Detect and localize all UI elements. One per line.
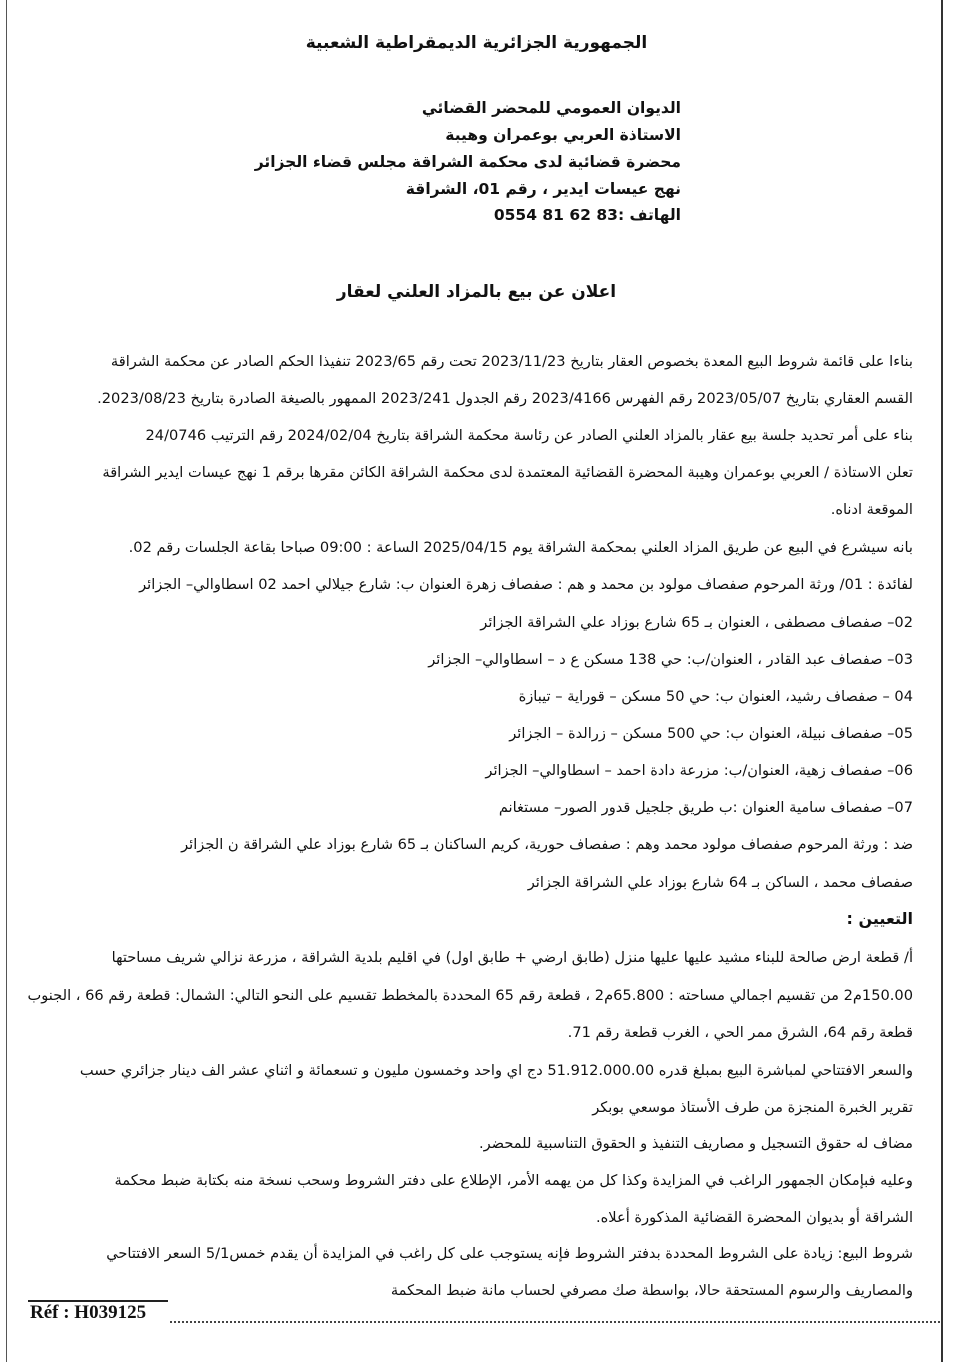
- bottom-divider: [170, 1321, 940, 1323]
- reference-number: Réf : H039125: [30, 1302, 147, 1323]
- designation-line: قطعة رقم 64، الشرق ممر الحي ، الغرب قطعة رقم 71.: [567, 1024, 913, 1041]
- paragraph-line: القسم العقاري بتاريخ 2023/05/07 رقم الفهرس 2023/4166 رقم الجدول 2023/241 الممهور بالصيغة الصادرة بتاريخ 2023/08/23.: [97, 390, 913, 407]
- paragraph-line: تعلن الاستاذة / العربي بوعمران وهيبة المحضرة القضائية المعتمدة لدى محكمة الشراقة الكائن مقرها برقم 1 نهج عيسات ايدير الشراقة: [102, 464, 913, 481]
- notice-title: اعلان عن بيع بالمزاد العلني لعقار: [336, 282, 617, 302]
- beneficiary-line: 02– صفصاف مصطفى ، العنوان بـ 65 شارع بوزاد علي الشراقة الجزائر: [480, 614, 913, 631]
- defendant-line: ضد : ورثة المرحوم صفصاف مولود محمد وهم : صفصاف حورية، كريم الساكنان بـ 65 شارع بوزاد علي الشراقة ن الجزائر: [181, 836, 913, 853]
- paragraph-line: الموقعة ادناه.: [830, 501, 913, 518]
- paragraph-line: بناء على أمر تحديد جلسة بيع عقار بالمزاد العلني الصادر عن رئاسة محكمة الشراقة بتاريخ 2024/02/04 رقم الترتيب 24/0746: [145, 427, 913, 444]
- designation-heading: التعيين :: [846, 909, 913, 928]
- paragraph-line: بناءا على قائمة شروط البيع المعدة بخصوص العقار بتاريخ 2023/11/23 تحت رقم 2023/65 تنفيذا الحكم الصادر عن محكمة الشراقة: [110, 353, 913, 370]
- office-address: نهج عيسات ايدير ، رقم 01، الشراقة: [405, 180, 681, 198]
- designation-line: والسعر الافتتاحي لمباشرة البيع بمبلغ قدره 51.912.000.00 دج اي واحد وخمسون مليون و تسعمائة و اثناي عشر الف دينار جزائري حسب: [79, 1062, 913, 1079]
- beneficiary-line: لفائدة : 01/ ورثة المرحوم صفصاف مولود بن محمد و هم : صفصاف زهرة العنوان ب: شارع جيلالي احمد 02 اسطاوالي– الجزائر: [139, 576, 913, 593]
- court-name: محضرة قضائية لدى محكمة الشراقة مجلس قضاء الجزائر: [254, 153, 681, 171]
- paragraph-line: بانه سيشرع في البيع عن طريق المزاد العلني بمحكمة الشراقة يوم 2025/04/15 الساعة : 09:00 صباحا بقاعة الجلسات رقم 02.: [128, 539, 913, 556]
- office-phone: الهاتف :83 62 81 0554: [493, 206, 681, 224]
- designation-line: مضاف له حقوق التسجيل و مصاريف التنفيذ و الحقوق التناسبية للمحضر.: [478, 1135, 913, 1152]
- page-edge-left: [6, 0, 7, 1362]
- sale-conditions-line: والمصاريف والرسوم المستحقة حالا، بواسطة صك مصرفي لحساب مانة ضبط المحكمة: [390, 1282, 913, 1299]
- designation-line: تقرير الخبرة المنجزة من طرف الأستاذ موسعي بوبكر: [592, 1099, 913, 1116]
- defendant-line: صفصاف محمد ، الساكن بـ 64 شارع بوزاد علي الشراقة الجزائر: [527, 874, 913, 891]
- designation-line: الشراقة أو بديوان المحضرة القضائية المذكورة أعلاه.: [596, 1209, 913, 1226]
- beneficiary-line: 06– صفصاف زهية، العنوان/ب: مزرعة دادة احمد – اسطاوالي– الجزائر: [485, 762, 913, 779]
- beneficiary-line: 07– صفصاف سامية العنوان :ب طريق جلجيل قدور الصور– مستغانم: [498, 799, 913, 816]
- designation-line: 150.00م2 من تقسيم اجمالي مساحته : 65.800م2 ، قطعة رقم 65 المحددة بالمخطط تقسيم على النحو التالي: الشمال: قطعة رقم 66 ، الجنوب: [27, 987, 913, 1004]
- beneficiary-line: 03– صفصاف عبد القادر ، العنوان/ب: حي 138 مسكن ع د – اسطاوالي– الجزائر: [428, 651, 913, 668]
- republic-title: الجمهورية الجزائرية الديمقراطية الشعبية: [305, 33, 648, 53]
- designation-line: أ/ قطعة ارض صالحة للبناء مشيد عليها عليها منزل (طابق ارضي + طابق اول) في اقليم بلدية الشراقة ، مزرعة نزالي شريف مساحتها: [111, 949, 913, 966]
- designation-line: وعليه فبإمكان الجمهور الراغب في المزايدة وكذا كل من يهمه الأمر، الإطلاع على دفتر الشروط وسحب نسخة منه بكتابة ضبط محكمة: [114, 1172, 913, 1189]
- bailiff-name: الاستاذة العربي بوعمران وهيبة: [445, 126, 681, 144]
- page-edge-right: [941, 0, 943, 1362]
- sale-conditions-line: شروط البيع: زيادة على الشروط المحددة بدفتر الشروط فإنه يستوجب على كل راغب في المزايدة أن يقدم خمس5/1 السعر الافتتاحي: [106, 1245, 913, 1262]
- beneficiary-line: 04 – صفصاف رشيد، العنوان ب: حي 50 مسكن – قوراية – تيبازة: [518, 688, 913, 705]
- office-name: الديوان العمومي للمحضر القضائي: [421, 99, 681, 117]
- beneficiary-line: 05– صفصاف نبيلة، العنوان ب: حي 500 مسكن – زرالدة – الجزائر: [509, 725, 913, 742]
